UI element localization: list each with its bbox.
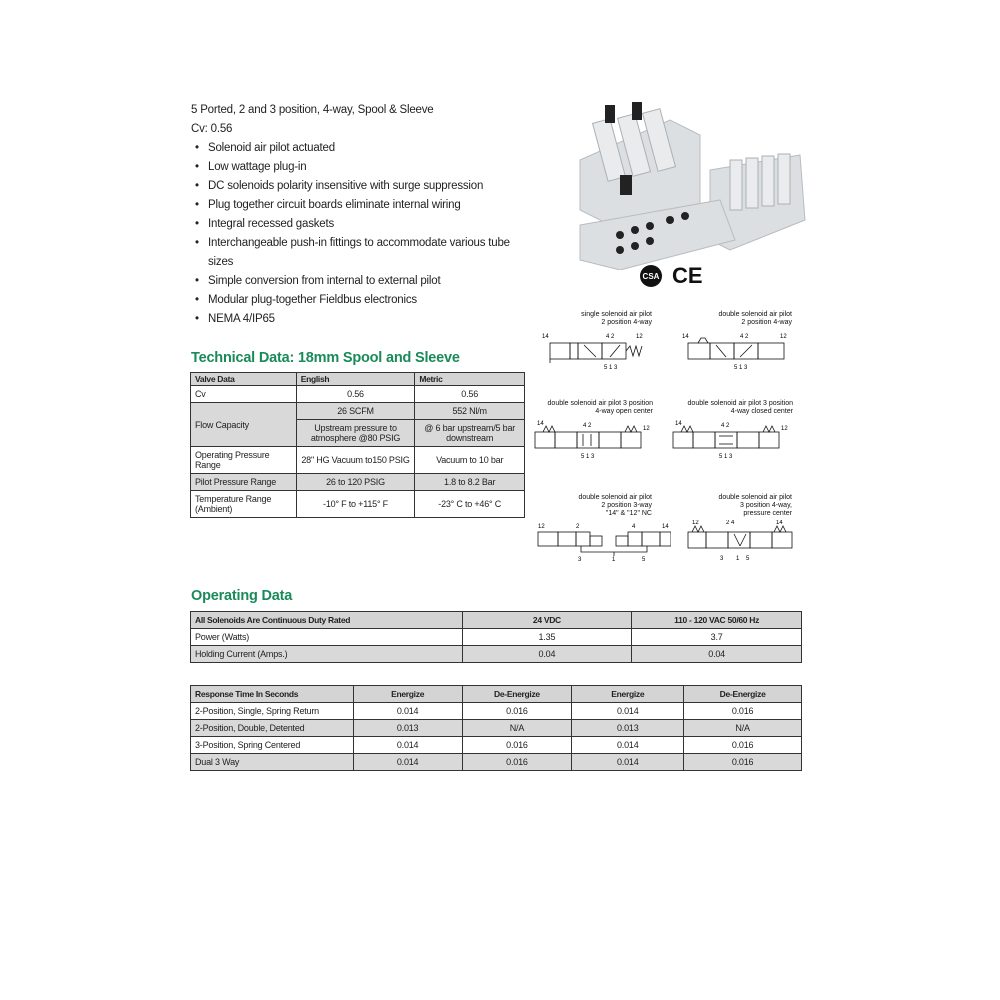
svg-text:4 2: 4 2 <box>740 334 749 340</box>
cell-english: 26 SCFM <box>296 403 415 420</box>
certifications <box>640 263 703 289</box>
svg-text:4 2: 4 2 <box>721 423 730 429</box>
table-row <box>191 754 802 771</box>
cv-value: Cv: 0.56 <box>191 123 233 135</box>
diagram-caption: 2 position 4-way <box>741 319 792 326</box>
svg-text:3: 3 <box>720 556 724 562</box>
cell-value: 1.35 <box>462 629 632 646</box>
table-row <box>191 737 802 754</box>
row-label: 3-Position, Spring Centered <box>191 737 354 754</box>
table-row <box>191 629 802 646</box>
table-row <box>191 403 525 420</box>
feature-item: • DC solenoids polarity insensitive with surge suppression <box>191 177 531 196</box>
table-header-row <box>191 686 802 703</box>
cell-value: 0.016 <box>462 703 572 720</box>
table-row <box>191 491 525 518</box>
feature-item: • Integral recessed gaskets <box>191 215 531 234</box>
operating-data-table <box>190 611 802 663</box>
svg-text:14: 14 <box>542 334 549 340</box>
cell-metric: 1.8 to 8.2 Bar <box>415 474 525 491</box>
product-intro <box>191 101 531 329</box>
product-photo <box>560 100 810 270</box>
column-header: Response Time In Seconds <box>191 686 354 703</box>
feature-item: • NEMA 4/IP65 <box>191 310 531 329</box>
feature-item: • Modular plug-together Fieldbus electronics <box>191 291 531 310</box>
table-row <box>191 386 525 403</box>
cell-value: 0.016 <box>684 737 802 754</box>
diagram-caption: double solenoid air pilot 3 position <box>547 400 653 407</box>
cell-metric: Vacuum to 10 bar <box>415 447 525 474</box>
technical-data-table <box>190 372 525 518</box>
svg-text:1: 1 <box>736 556 740 562</box>
valve-symbol-icon <box>540 329 652 371</box>
diagram-caption: pressure center <box>743 510 792 517</box>
cell-value: N/A <box>684 720 802 737</box>
row-label: Power (Watts) <box>191 629 463 646</box>
cell-english: -10° F to +115° F <box>296 491 415 518</box>
svg-text:5 1 3: 5 1 3 <box>604 365 618 371</box>
svg-text:2 4: 2 4 <box>726 520 735 526</box>
cell-english: 0.56 <box>296 386 415 403</box>
cell-value: N/A <box>462 720 572 737</box>
valve-symbol-icon <box>680 329 792 371</box>
row-label: Temperature Range (Ambient) <box>191 491 297 518</box>
feature-list <box>191 139 531 329</box>
cell-metric: -23° C to +46° C <box>415 491 525 518</box>
cell-value: 0.014 <box>353 754 462 771</box>
cell-value: 0.014 <box>572 703 684 720</box>
svg-text:1: 1 <box>612 557 616 562</box>
table-header-row <box>191 373 525 386</box>
cell-english: 26 to 120 PSIG <box>296 474 415 491</box>
cell-metric: 0.56 <box>415 386 525 403</box>
svg-text:14: 14 <box>776 520 783 526</box>
diagram-caption: single solenoid air pilot <box>581 311 652 318</box>
table-header-row <box>191 612 802 629</box>
diagram-caption: 3 position 4-way, <box>739 502 792 509</box>
column-header: All Solenoids Are Continuous Duty Rated <box>191 612 463 629</box>
cell-metric: 552 Nl/m <box>415 403 525 420</box>
svg-text:4 2: 4 2 <box>583 423 592 429</box>
diagram-single-solenoid-2pos-4way <box>540 311 652 371</box>
svg-text:5 1 3: 5 1 3 <box>734 365 748 371</box>
diagram-3pos-closed-center <box>667 400 793 460</box>
technical-data-heading: Technical Data: 18mm Spool and Sleeve <box>191 350 460 366</box>
cell-value: 0.016 <box>684 703 802 720</box>
row-label: Operating Pressure Range <box>191 447 297 474</box>
cell-value: 0.04 <box>632 646 802 663</box>
operating-data-heading: Operating Data <box>191 588 293 604</box>
column-header: 110 - 120 VAC 50/60 Hz <box>632 612 802 629</box>
cell-value: 0.016 <box>462 737 572 754</box>
diagram-caption: double solenoid air pilot 3 position <box>687 400 793 407</box>
cell-value: 0.014 <box>572 754 684 771</box>
diagram-caption: 2 position 4-way <box>601 319 652 326</box>
cell-value: 0.014 <box>353 737 462 754</box>
cell-english: 28" HG Vacuum to150 PSIG <box>296 447 415 474</box>
diagram-caption: 4-way open center <box>595 408 653 415</box>
ce-mark-icon: CE <box>672 263 703 288</box>
diagram-caption: double solenoid air pilot <box>578 494 652 501</box>
svg-text:14: 14 <box>662 524 669 530</box>
svg-text:5: 5 <box>642 557 646 562</box>
row-label: 2-Position, Double, Detented <box>191 720 354 737</box>
diagram-caption: double solenoid air pilot <box>718 311 792 318</box>
svg-text:12: 12 <box>643 426 650 432</box>
svg-text:12: 12 <box>780 334 787 340</box>
cell-value: 3.7 <box>632 629 802 646</box>
diagram-3pos-pressure-center <box>680 494 792 562</box>
feature-item: • Low wattage plug-in <box>191 158 531 177</box>
diagram-caption: double solenoid air pilot <box>718 494 792 501</box>
row-label: Flow Capacity <box>191 403 297 447</box>
svg-text:5 1 3: 5 1 3 <box>719 454 733 460</box>
feature-item: • Plug together circuit boards eliminate internal wiring <box>191 196 531 215</box>
table-row <box>191 447 525 474</box>
response-time-table <box>190 685 802 771</box>
row-label: Pilot Pressure Range <box>191 474 297 491</box>
table-row <box>191 474 525 491</box>
cell-value: 0.013 <box>353 720 462 737</box>
table-row <box>191 703 802 720</box>
cell-metric: @ 6 bar upstream/5 bar downstream <box>415 420 525 447</box>
column-header: Energize <box>572 686 684 703</box>
cell-value: 0.013 <box>572 720 684 737</box>
svg-text:4: 4 <box>632 524 636 530</box>
diagram-caption: 2 position 3-way <box>601 502 652 509</box>
column-header: De-Energize <box>462 686 572 703</box>
diagram-caption: "14" & "12" NC <box>605 510 652 517</box>
cell-value: 0.016 <box>684 754 802 771</box>
table-row <box>191 720 802 737</box>
svg-text:12: 12 <box>538 524 545 530</box>
svg-text:14: 14 <box>537 421 544 427</box>
svg-text:12: 12 <box>692 520 699 526</box>
valve-symbol-icon <box>536 520 671 562</box>
feature-item: • Interchangeable push-in fittings to accommodate various tube sizes <box>191 234 531 272</box>
row-label: Cv <box>191 386 297 403</box>
cell-value: 0.014 <box>353 703 462 720</box>
column-header: Valve Data <box>191 373 297 386</box>
svg-text:5: 5 <box>746 556 750 562</box>
svg-text:5 1 3: 5 1 3 <box>581 454 595 460</box>
svg-text:14: 14 <box>682 334 689 340</box>
svg-text:2: 2 <box>576 524 580 530</box>
diagram-2pos-3way-nc <box>538 494 669 562</box>
product-title: 5 Ported, 2 and 3 position, 4-way, Spool & Sleeve <box>191 104 434 116</box>
table-row <box>191 646 802 663</box>
cell-english: Upstream pressure to atmosphere @80 PSIG <box>296 420 415 447</box>
svg-text:3: 3 <box>578 557 582 562</box>
cell-value: 0.014 <box>572 737 684 754</box>
svg-text:12: 12 <box>636 334 643 340</box>
row-label: Holding Current (Amps.) <box>191 646 463 663</box>
column-header: De-Energize <box>684 686 802 703</box>
valve-symbol-icon <box>680 520 805 562</box>
row-label: 2-Position, Single, Spring Return <box>191 703 354 720</box>
cell-value: 0.04 <box>462 646 632 663</box>
diagram-caption: 4-way closed center <box>730 408 793 415</box>
svg-text:14: 14 <box>675 421 682 427</box>
csa-logo-icon: CSA <box>640 265 662 287</box>
diagram-double-solenoid-2pos-4way <box>680 311 792 371</box>
feature-item: • Solenoid air pilot actuated <box>191 139 531 158</box>
diagram-3pos-open-center <box>533 400 653 460</box>
feature-item: • Simple conversion from internal to external pilot <box>191 272 531 291</box>
cell-value: 0.016 <box>462 754 572 771</box>
svg-text:4 2: 4 2 <box>606 334 615 340</box>
column-header: Energize <box>353 686 462 703</box>
valve-symbol-icon <box>527 418 657 460</box>
column-header: Metric <box>415 373 525 386</box>
column-header: English <box>296 373 415 386</box>
valve-symbol-icon <box>665 418 795 460</box>
row-label: Dual 3 Way <box>191 754 354 771</box>
column-header: 24 VDC <box>462 612 632 629</box>
svg-text:12: 12 <box>781 426 788 432</box>
